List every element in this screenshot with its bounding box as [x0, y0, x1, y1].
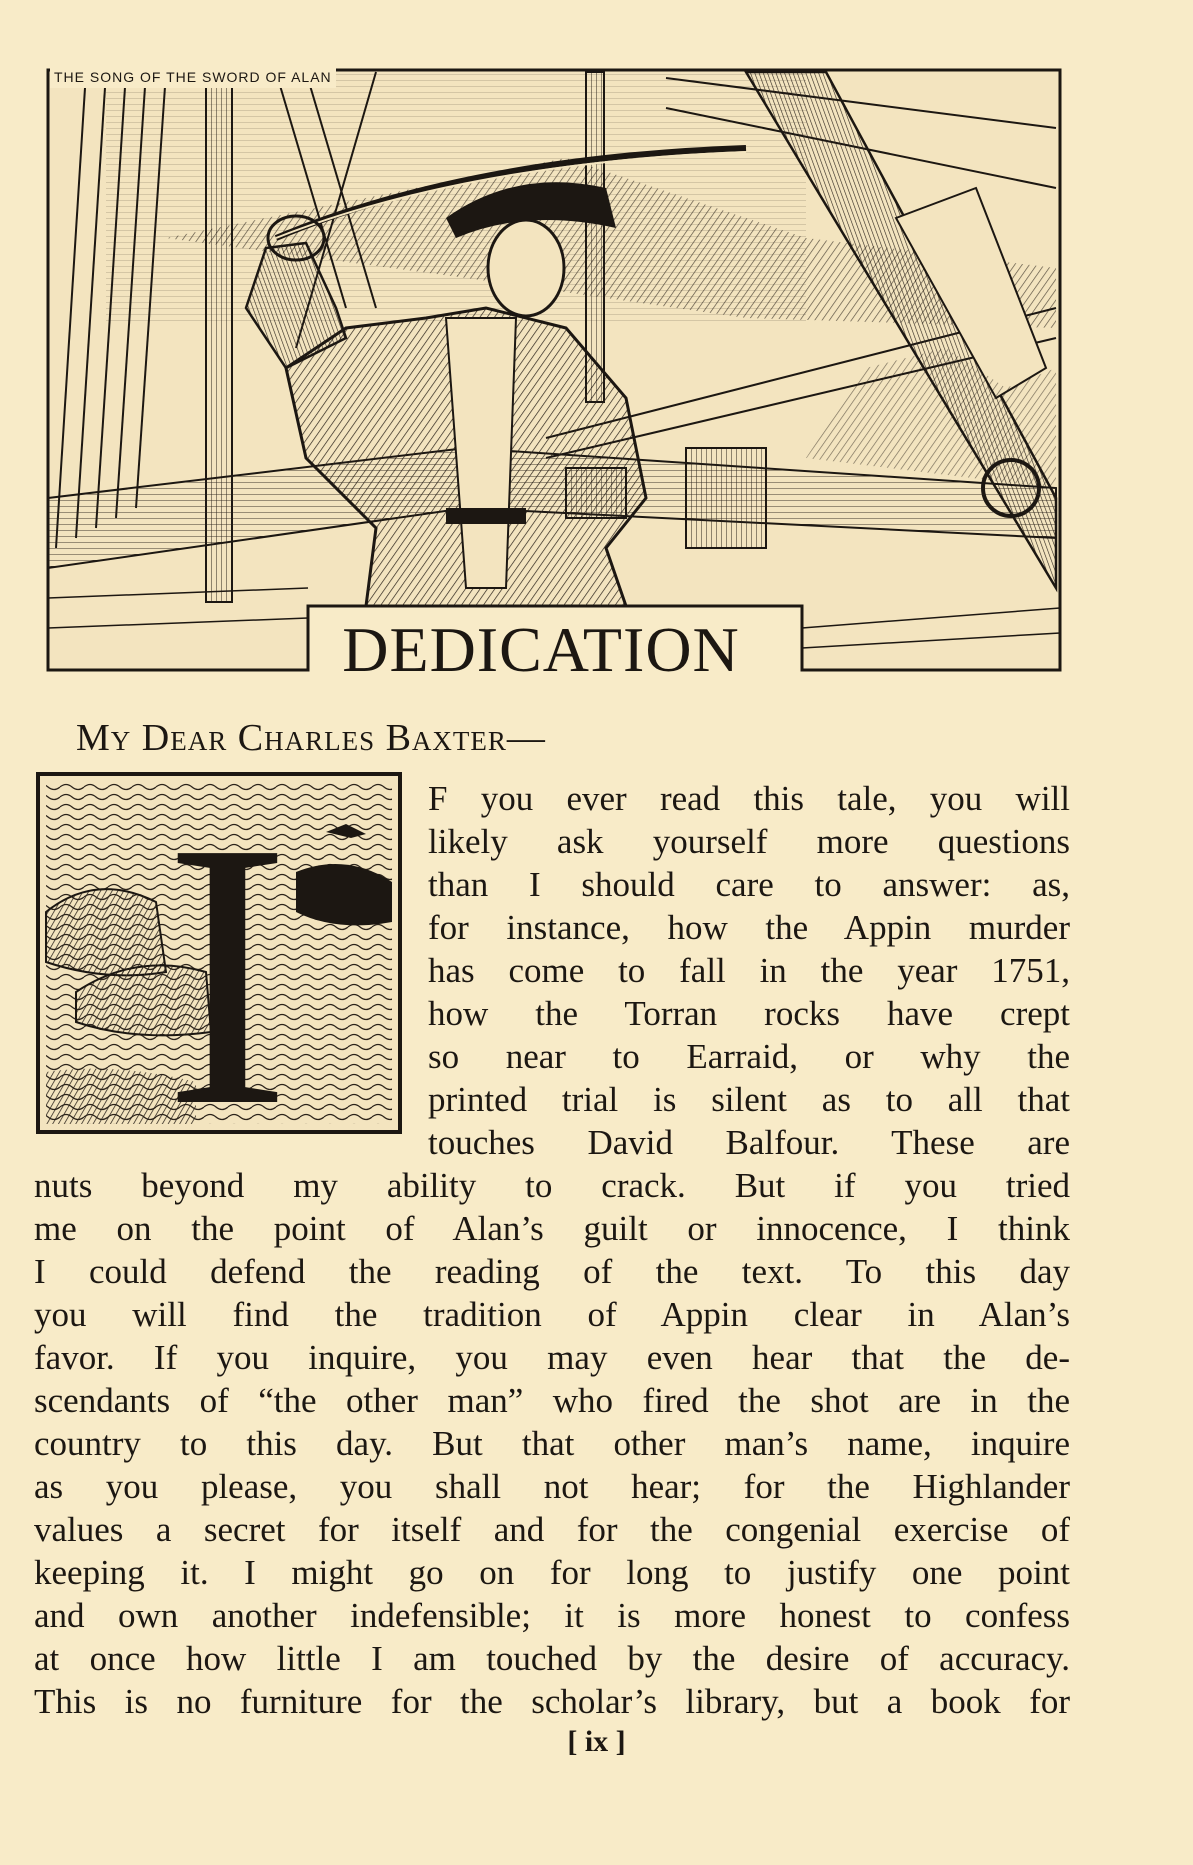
- text-line: values a secret for itself and for the congenial exercise of: [34, 1510, 1070, 1549]
- text-line: This is no furniture for the scholar’s library, but a book for: [34, 1682, 1070, 1721]
- text-line: scendants of “the other man” who fired the shot are in the: [34, 1381, 1070, 1420]
- text-line: keeping it. I might go on for long to justify one point: [34, 1553, 1070, 1592]
- text-line: me on the point of Alan’s guilt or innocence, I think: [34, 1209, 1070, 1248]
- text-line: and own another indefensible; it is more honest to confess: [34, 1596, 1070, 1635]
- salutation: My Dear Charles Baxter—: [76, 717, 546, 759]
- illustration-caption: THE SONG OF THE SWORD OF ALAN: [50, 68, 336, 88]
- text-line: how the Torran rocks have crept: [428, 994, 1070, 1033]
- text-line: country to this day. But that other man’s name, inquire: [34, 1424, 1070, 1463]
- text-line: has come to fall in the year 1751,: [428, 951, 1070, 990]
- text-line: nuts beyond my ability to crack. But if you tried: [34, 1166, 1070, 1205]
- text-line: you will find the tradition of Appin clear in Alan’s: [34, 1295, 1070, 1334]
- page-number: [ ix ]: [567, 1725, 626, 1758]
- text-line: as you please, you shall not hear; for the Highlander: [34, 1467, 1070, 1506]
- text-line: than I should care to answer: as,: [428, 865, 1070, 904]
- text-line: touches David Balfour. These are: [428, 1123, 1070, 1162]
- text-line: at once how little I am touched by the desire of accuracy.: [34, 1639, 1070, 1678]
- text-line: I could defend the reading of the text. To this day: [34, 1252, 1070, 1291]
- frontispiece-illustration: [46, 68, 1062, 672]
- text-line: printed trial is silent as to all that: [428, 1080, 1070, 1119]
- text-line: so near to Earraid, or why the: [428, 1037, 1070, 1076]
- text-line: likely ask yourself more questions: [428, 822, 1070, 861]
- text-line: favor. If you inquire, you may even hear that the de-: [34, 1338, 1070, 1377]
- dropcap-letter: I: [164, 772, 291, 1134]
- page-title: DEDICATION: [342, 614, 740, 685]
- text-line: F you ever read this tale, you will: [428, 779, 1070, 818]
- decorated-initial: [36, 772, 402, 1134]
- text-line: for instance, how the Appin murder: [428, 908, 1070, 947]
